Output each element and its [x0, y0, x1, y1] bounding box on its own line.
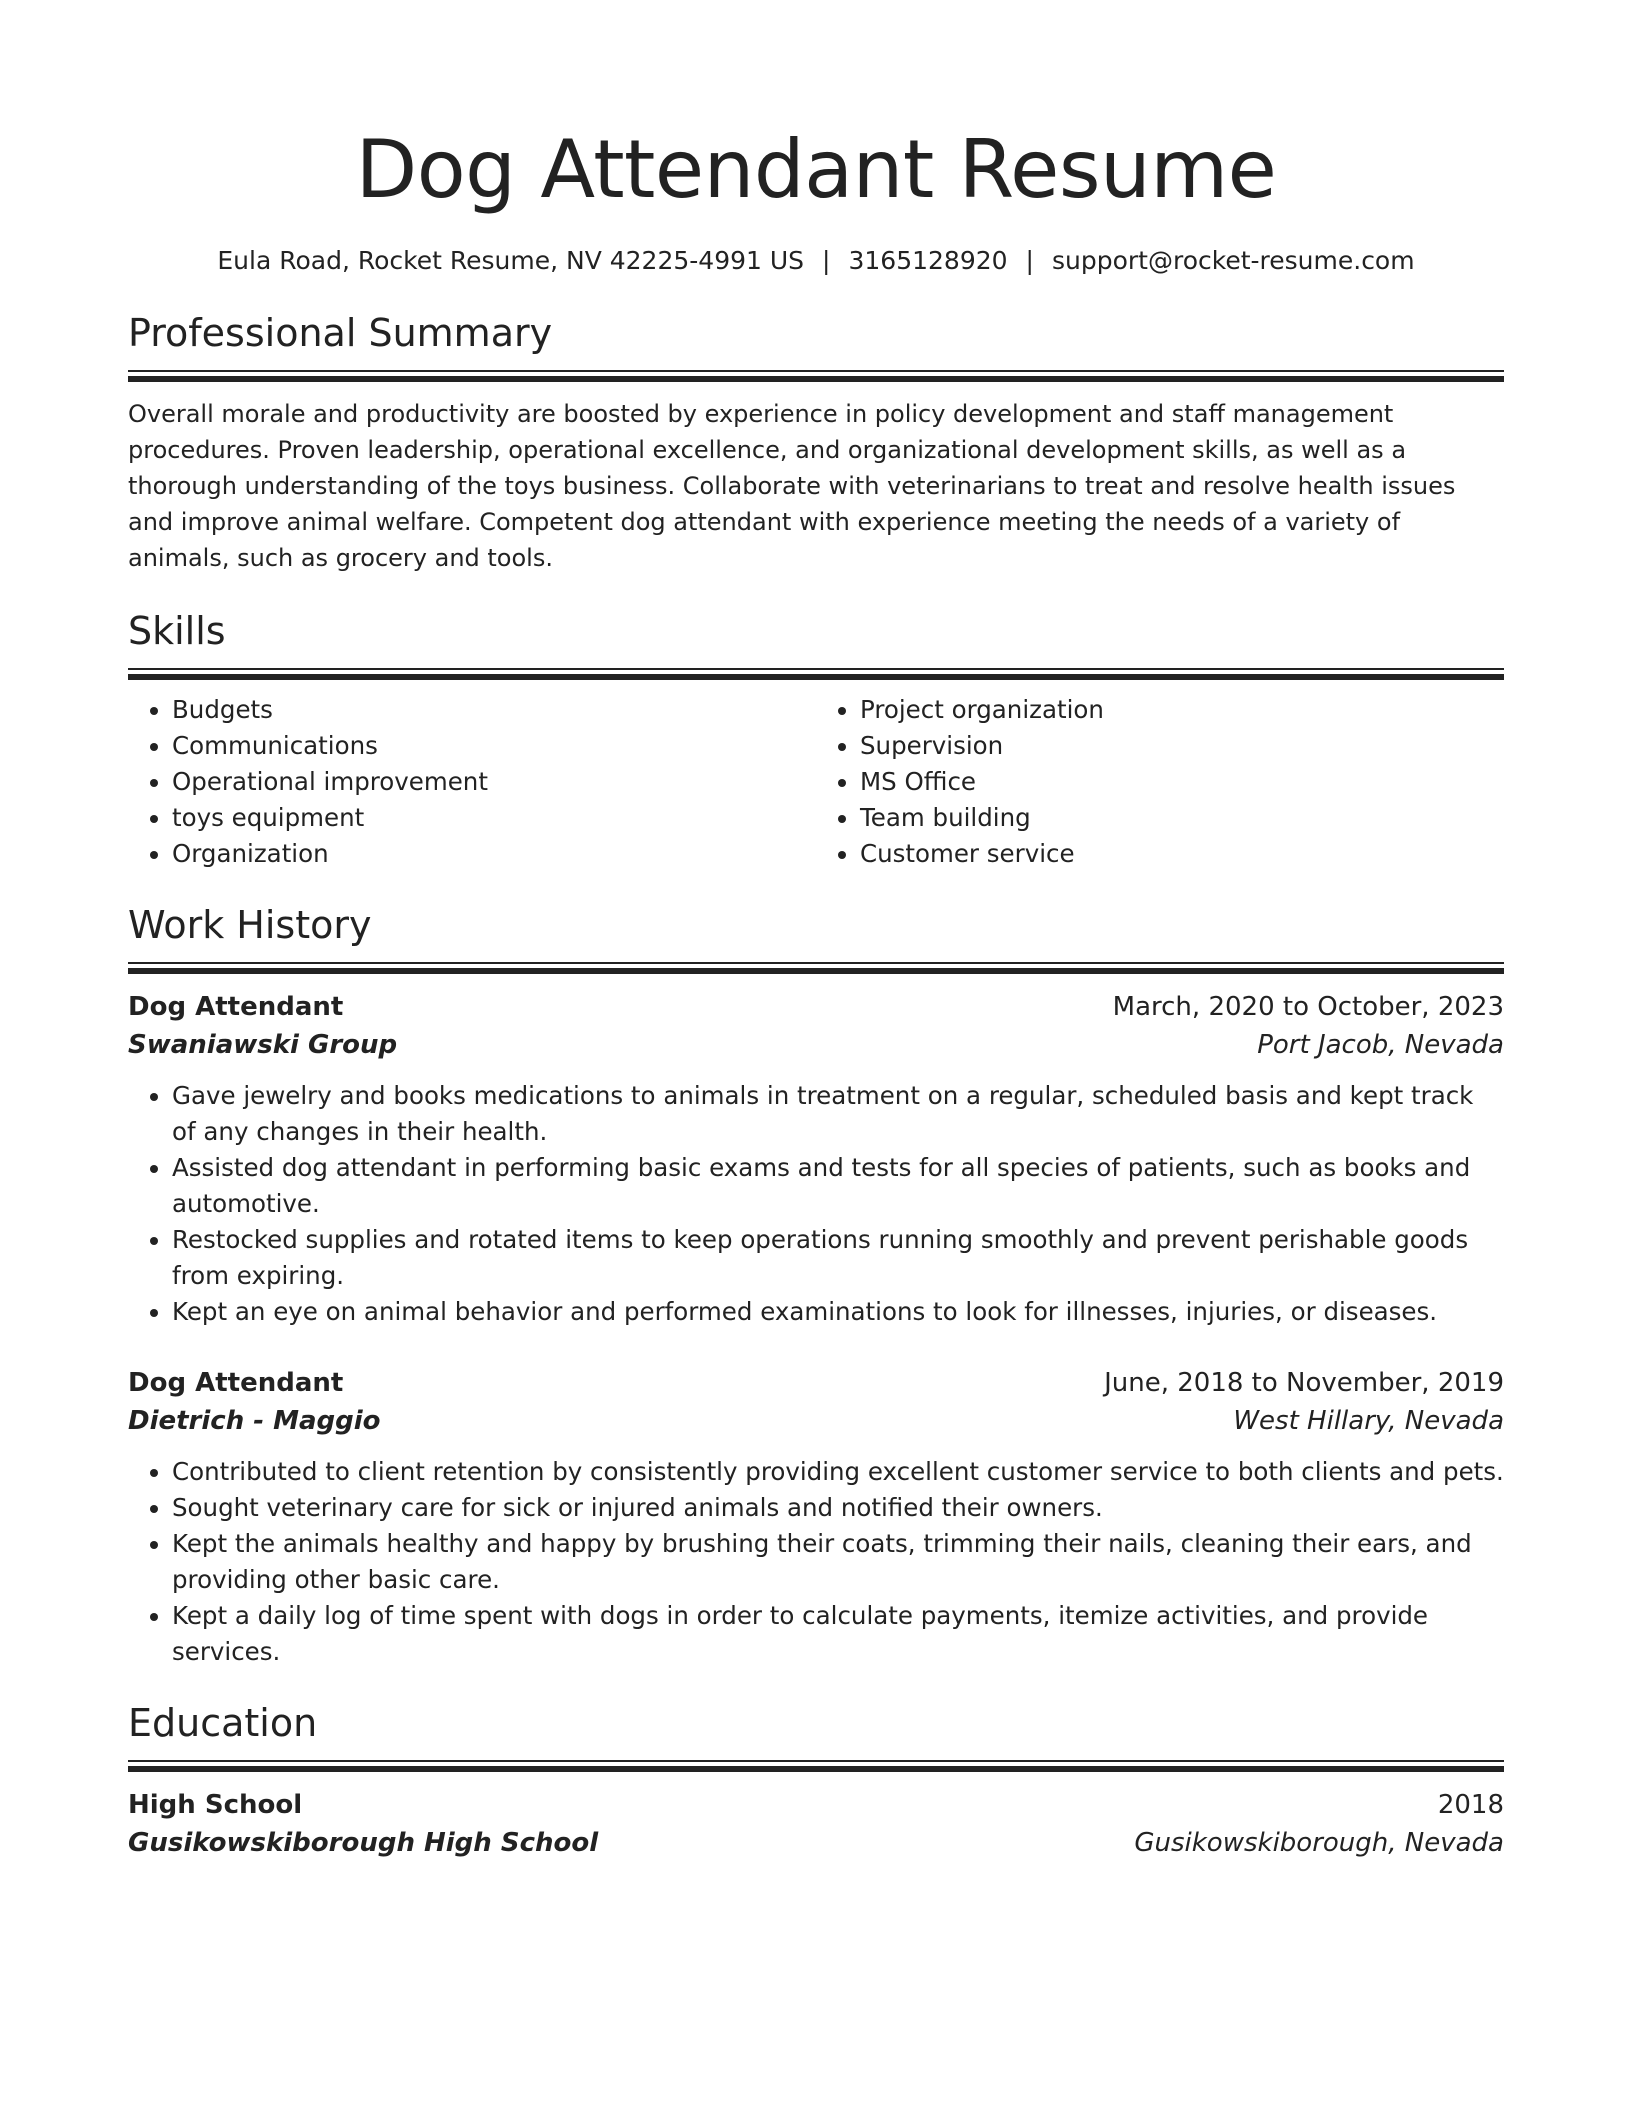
education-heading: Education	[128, 1701, 318, 1745]
skills-list	[128, 692, 1504, 872]
education-section	[128, 1698, 1504, 1862]
education-header	[128, 1786, 1504, 1824]
job-company: Swaniawski Group	[128, 1030, 398, 1060]
job-subheader	[128, 1402, 1504, 1440]
education-year: 2018	[1437, 1790, 1504, 1820]
duty-item: • Contributed to client retention by consistently providing excellent customer service to both clients and pets.	[172, 1454, 1504, 1490]
job-entry	[128, 988, 1504, 1330]
section-divider	[128, 1760, 1504, 1772]
section-divider	[128, 370, 1504, 382]
job-header	[128, 988, 1504, 1026]
job-duties	[128, 1454, 1504, 1670]
job-company: Dietrich - Maggio	[128, 1406, 381, 1436]
education-school: Gusikowskiborough High School	[128, 1828, 599, 1858]
job-subheader	[128, 1026, 1504, 1064]
contact-separator: |	[822, 246, 831, 275]
job-title: Dog Attendant	[128, 1368, 344, 1398]
job-dates: March, 2020 to October, 2023	[1112, 992, 1504, 1022]
skill-item: • Customer service	[860, 836, 1504, 872]
work-history-heading: Work History	[128, 903, 372, 947]
section-divider	[128, 668, 1504, 680]
duty-item: • Assisted dog attendant in performing basic exams and tests for all species of patients, such as books and automotive.	[172, 1150, 1504, 1222]
job-location: Port Jacob, Nevada	[1257, 1030, 1504, 1060]
summary-text: Overall morale and productivity are boosted by experience in policy development and staff management procedures. Proven leadership, operational excellence, and organizational development skills, as well as a thorough understanding of the toys business. Collaborate with veterinarians to treat and resolve health issues and improve animal welfare. Competent dog attendant with experience meeting the needs of a variety of animals, such as grocery and tools.	[128, 400, 1456, 572]
education-location: Gusikowskiborough, Nevada	[1134, 1828, 1504, 1858]
job-dates: June, 2018 to November, 2019	[1104, 1368, 1504, 1398]
resume-title: Dog Attendant Resume	[355, 123, 1277, 216]
job-entry	[128, 1364, 1504, 1670]
contact-email: support@rocket-resume.com	[1051, 246, 1415, 275]
skills-column-right	[816, 692, 1504, 872]
skill-item: • Budgets	[172, 692, 816, 728]
duty-item: • Restocked supplies and rotated items to keep operations running smoothly and prevent perishable goods from expiring.	[172, 1222, 1504, 1294]
skill-item: • MS Office	[860, 764, 1504, 800]
work-history-section	[128, 900, 1504, 1670]
skill-item: • toys equipment	[172, 800, 816, 836]
skills-heading: Skills	[128, 609, 226, 653]
duty-item: • Gave jewelry and books medications to animals in treatment on a regular, scheduled basis and kept track of any changes in their health.	[172, 1078, 1504, 1150]
job-location: West Hillary, Nevada	[1233, 1406, 1504, 1436]
contact-phone: 3165128920	[848, 246, 1008, 275]
duty-item: • Kept an eye on animal behavior and performed examinations to look for illnesses, injuries, or diseases.	[172, 1294, 1504, 1330]
contact-address: Eula Road, Rocket Resume, NV 42225-4991 US	[217, 246, 805, 275]
contact-line	[128, 244, 1504, 278]
job-title: Dog Attendant	[128, 992, 344, 1022]
summary-section	[128, 308, 1504, 576]
education-entry	[128, 1786, 1504, 1862]
education-degree: High School	[128, 1790, 303, 1820]
duty-item: • Sought veterinary care for sick or injured animals and notified their owners.	[172, 1490, 1504, 1526]
skills-section	[128, 606, 1504, 872]
skills-column-left	[128, 692, 816, 872]
skill-item: • Team building	[860, 800, 1504, 836]
skill-item: • Organization	[172, 836, 816, 872]
duty-item: • Kept a daily log of time spent with dogs in order to calculate payments, itemize activities, and provide services.	[172, 1598, 1504, 1670]
skill-item: • Supervision	[860, 728, 1504, 764]
contact-separator: |	[1025, 246, 1034, 275]
job-header	[128, 1364, 1504, 1402]
section-divider	[128, 962, 1504, 974]
summary-heading: Professional Summary	[128, 311, 553, 355]
duty-item: • Kept the animals healthy and happy by brushing their coats, trimming their nails, cleaning their ears, and providing other basic care.	[172, 1526, 1504, 1598]
job-duties	[128, 1078, 1504, 1330]
education-subheader	[128, 1824, 1504, 1862]
skill-item: • Communications	[172, 728, 816, 764]
skill-item: • Operational improvement	[172, 764, 816, 800]
skill-item: • Project organization	[860, 692, 1504, 728]
